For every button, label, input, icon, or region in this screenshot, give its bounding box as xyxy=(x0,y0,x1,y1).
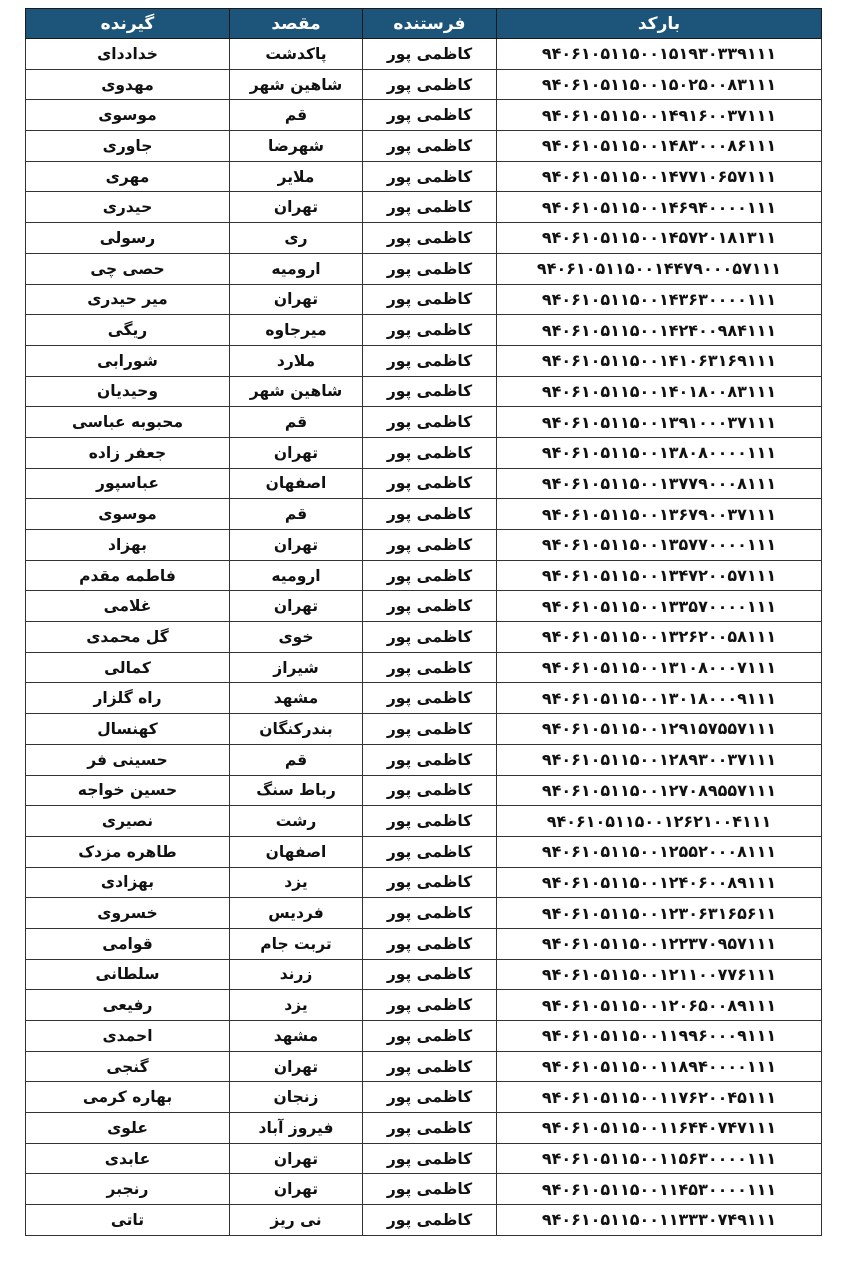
recipient-cell: گل محمدی xyxy=(26,622,230,653)
header-row xyxy=(26,9,822,39)
table-row xyxy=(26,284,822,315)
barcode-cell: ۹۴۰۶۱۰۵۱۱۵۰۰۱۳۸۰۸۰۰۰۰۱۱۱ xyxy=(497,437,822,468)
barcode-cell: ۹۴۰۶۱۰۵۱۱۵۰۰۱۱۳۳۳۰۷۴۹۱۱۱ xyxy=(497,1205,822,1236)
header-destination: مقصد xyxy=(230,9,363,39)
table-row xyxy=(26,530,822,561)
table-row xyxy=(26,1174,822,1205)
barcode-cell: ۹۴۰۶۱۰۵۱۱۵۰۰۱۴۵۷۲۰۱۸۱۳۱۱ xyxy=(497,223,822,254)
sender-cell: کاظمی پور xyxy=(363,591,497,622)
destination-cell: مشهد xyxy=(230,683,363,714)
table-row xyxy=(26,1082,822,1113)
sender-cell: کاظمی پور xyxy=(363,928,497,959)
table-row xyxy=(26,1051,822,1082)
destination-cell: شهرضا xyxy=(230,131,363,162)
destination-cell: میرجاوه xyxy=(230,315,363,346)
recipient-cell: بهزاد xyxy=(26,530,230,561)
sender-cell: کاظمی پور xyxy=(363,345,497,376)
table-row xyxy=(26,315,822,346)
sender-cell: کاظمی پور xyxy=(363,1113,497,1144)
table-row xyxy=(26,591,822,622)
recipient-cell: نصیری xyxy=(26,806,230,837)
recipient-cell: تاتی xyxy=(26,1205,230,1236)
recipient-cell: جاوری xyxy=(26,131,230,162)
destination-cell: زرند xyxy=(230,959,363,990)
sender-cell: کاظمی پور xyxy=(363,744,497,775)
table-row xyxy=(26,775,822,806)
table-row xyxy=(26,622,822,653)
table-row xyxy=(26,836,822,867)
recipient-cell: رسولی xyxy=(26,223,230,254)
destination-cell: ارومیه xyxy=(230,560,363,591)
barcode-cell: ۹۴۰۶۱۰۵۱۱۵۰۰۱۳۳۵۷۰۰۰۰۱۱۱ xyxy=(497,591,822,622)
table-row xyxy=(26,683,822,714)
recipient-cell: علوی xyxy=(26,1113,230,1144)
table-row xyxy=(26,253,822,284)
barcode-cell: ۹۴۰۶۱۰۵۱۱۵۰۰۱۴۲۴۰۰۹۸۴۱۱۱ xyxy=(497,315,822,346)
destination-cell: تهران xyxy=(230,284,363,315)
recipient-cell: عابدی xyxy=(26,1143,230,1174)
sender-cell: کاظمی پور xyxy=(363,499,497,530)
sender-cell: کاظمی پور xyxy=(363,1021,497,1052)
sender-cell: کاظمی پور xyxy=(363,530,497,561)
header-barcode: بارکد xyxy=(497,9,822,39)
destination-cell: ملارد xyxy=(230,345,363,376)
destination-cell: قم xyxy=(230,499,363,530)
barcode-cell: ۹۴۰۶۱۰۵۱۱۵۰۰۱۲۷۰۸۹۵۵۷۱۱۱ xyxy=(497,775,822,806)
sender-cell: کاظمی پور xyxy=(363,714,497,745)
shipment-sheet xyxy=(25,8,821,1236)
barcode-cell: ۹۴۰۶۱۰۵۱۱۵۰۰۱۲۳۰۶۳۱۶۵۶۱۱ xyxy=(497,898,822,929)
barcode-cell: ۹۴۰۶۱۰۵۱۱۵۰۰۱۱۵۶۳۰۰۰۰۱۱۱ xyxy=(497,1143,822,1174)
sender-cell: کاظمی پور xyxy=(363,990,497,1021)
barcode-cell: ۹۴۰۶۱۰۵۱۱۵۰۰۱۴۴۷۹۰۰۰۵۷۱۱۱ xyxy=(497,253,822,284)
sender-cell: کاظمی پور xyxy=(363,1051,497,1082)
sender-cell: کاظمی پور xyxy=(363,1143,497,1174)
recipient-cell: طاهره مزدک xyxy=(26,836,230,867)
barcode-cell: ۹۴۰۶۱۰۵۱۱۵۰۰۱۱۸۹۴۰۰۰۰۱۱۱ xyxy=(497,1051,822,1082)
recipient-cell: وحیدیان xyxy=(26,376,230,407)
recipient-cell: رنجبر xyxy=(26,1174,230,1205)
sender-cell: کاظمی پور xyxy=(363,468,497,499)
recipient-cell: گنجی xyxy=(26,1051,230,1082)
recipient-cell: خسروی xyxy=(26,898,230,929)
destination-cell: تهران xyxy=(230,591,363,622)
sender-cell: کاظمی پور xyxy=(363,1082,497,1113)
table-row xyxy=(26,714,822,745)
barcode-cell: ۹۴۰۶۱۰۵۱۱۵۰۰۱۱۴۵۳۰۰۰۰۱۱۱ xyxy=(497,1174,822,1205)
recipient-cell: عباسپور xyxy=(26,468,230,499)
destination-cell: تهران xyxy=(230,1174,363,1205)
destination-cell: رشت xyxy=(230,806,363,837)
table-row xyxy=(26,499,822,530)
recipient-cell: راه گلزار xyxy=(26,683,230,714)
sender-cell: کاظمی پور xyxy=(363,867,497,898)
destination-cell: پاکدشت xyxy=(230,39,363,70)
recipient-cell: حصی چی xyxy=(26,253,230,284)
destination-cell: تهران xyxy=(230,1051,363,1082)
recipient-cell: احمدی xyxy=(26,1021,230,1052)
sender-cell: کاظمی پور xyxy=(363,775,497,806)
destination-cell: قم xyxy=(230,744,363,775)
destination-cell: ملایر xyxy=(230,161,363,192)
destination-cell: ری xyxy=(230,223,363,254)
barcode-cell: ۹۴۰۶۱۰۵۱۱۵۰۰۱۲۸۹۳۰۰۳۷۱۱۱ xyxy=(497,744,822,775)
barcode-cell: ۹۴۰۶۱۰۵۱۱۵۰۰۱۳۱۰۸۰۰۰۷۱۱۱ xyxy=(497,652,822,683)
barcode-cell: ۹۴۰۶۱۰۵۱۱۵۰۰۱۱۷۶۲۰۰۴۵۱۱۱ xyxy=(497,1082,822,1113)
barcode-cell: ۹۴۰۶۱۰۵۱۱۵۰۰۱۳۵۷۷۰۰۰۰۱۱۱ xyxy=(497,530,822,561)
barcode-cell: ۹۴۰۶۱۰۵۱۱۵۰۰۱۳۲۶۲۰۰۵۸۱۱۱ xyxy=(497,622,822,653)
recipient-cell: رفیعی xyxy=(26,990,230,1021)
table-row xyxy=(26,1143,822,1174)
sender-cell: کاظمی پور xyxy=(363,223,497,254)
destination-cell: زنجان xyxy=(230,1082,363,1113)
recipient-cell: میر حیدری xyxy=(26,284,230,315)
destination-cell: تربت جام xyxy=(230,928,363,959)
barcode-cell: ۹۴۰۶۱۰۵۱۱۵۰۰۱۲۶۲۱۰۰۴۱۱۱ xyxy=(497,806,822,837)
table-row xyxy=(26,806,822,837)
recipient-cell: فاطمه مقدم xyxy=(26,560,230,591)
destination-cell: یزد xyxy=(230,867,363,898)
table-row xyxy=(26,560,822,591)
sender-cell: کاظمی پور xyxy=(363,622,497,653)
table-row xyxy=(26,990,822,1021)
sender-cell: کاظمی پور xyxy=(363,1174,497,1205)
recipient-cell: شورابی xyxy=(26,345,230,376)
sender-cell: کاظمی پور xyxy=(363,806,497,837)
barcode-cell: ۹۴۰۶۱۰۵۱۱۵۰۰۱۴۱۰۶۳۱۶۹۱۱۱ xyxy=(497,345,822,376)
table-row xyxy=(26,437,822,468)
shipment-table xyxy=(25,8,822,1236)
table-row xyxy=(26,223,822,254)
sender-cell: کاظمی پور xyxy=(363,898,497,929)
destination-cell: یزد xyxy=(230,990,363,1021)
table-row xyxy=(26,69,822,100)
sender-cell: کاظمی پور xyxy=(363,683,497,714)
recipient-cell: محبوبه عباسی xyxy=(26,407,230,438)
table-row xyxy=(26,959,822,990)
barcode-cell: ۹۴۰۶۱۰۵۱۱۵۰۰۱۴۶۹۴۰۰۰۰۱۱۱ xyxy=(497,192,822,223)
table-row xyxy=(26,161,822,192)
table-row xyxy=(26,652,822,683)
table-row xyxy=(26,468,822,499)
barcode-cell: ۹۴۰۶۱۰۵۱۱۵۰۰۱۳۴۷۲۰۰۵۷۱۱۱ xyxy=(497,560,822,591)
barcode-cell: ۹۴۰۶۱۰۵۱۱۵۰۰۱۲۲۳۷۰۹۵۷۱۱۱ xyxy=(497,928,822,959)
recipient-cell: سلطانی xyxy=(26,959,230,990)
sender-cell: کاظمی پور xyxy=(363,39,497,70)
barcode-cell: ۹۴۰۶۱۰۵۱۱۵۰۰۱۱۶۴۴۰۷۴۷۱۱۱ xyxy=(497,1113,822,1144)
destination-cell: شیراز xyxy=(230,652,363,683)
barcode-cell: ۹۴۰۶۱۰۵۱۱۵۰۰۱۱۹۹۶۰۰۰۹۱۱۱ xyxy=(497,1021,822,1052)
barcode-cell: ۹۴۰۶۱۰۵۱۱۵۰۰۱۴۳۶۳۰۰۰۰۱۱۱ xyxy=(497,284,822,315)
recipient-cell: قوامی xyxy=(26,928,230,959)
sender-cell: کاظمی پور xyxy=(363,131,497,162)
recipient-cell: حیدری xyxy=(26,192,230,223)
recipient-cell: موسوی xyxy=(26,499,230,530)
destination-cell: قم xyxy=(230,407,363,438)
header-sender: فرستنده xyxy=(363,9,497,39)
table-row xyxy=(26,1113,822,1144)
table-row xyxy=(26,39,822,70)
sender-cell: کاظمی پور xyxy=(363,560,497,591)
recipient-cell: حسینی فر xyxy=(26,744,230,775)
header-recipient: گیرنده xyxy=(26,9,230,39)
recipient-cell: ریگی xyxy=(26,315,230,346)
destination-cell: تهران xyxy=(230,1143,363,1174)
table-row xyxy=(26,376,822,407)
destination-cell: ارومیه xyxy=(230,253,363,284)
recipient-cell: حسین خواجه xyxy=(26,775,230,806)
table-row xyxy=(26,1021,822,1052)
table-row xyxy=(26,898,822,929)
destination-cell: شاهین شهر xyxy=(230,376,363,407)
sender-cell: کاظمی پور xyxy=(363,253,497,284)
destination-cell: تهران xyxy=(230,530,363,561)
destination-cell: قم xyxy=(230,100,363,131)
barcode-cell: ۹۴۰۶۱۰۵۱۱۵۰۰۱۴۰۱۸۰۰۸۳۱۱۱ xyxy=(497,376,822,407)
table-row xyxy=(26,928,822,959)
sender-cell: کاظمی پور xyxy=(363,407,497,438)
destination-cell: نی ریز xyxy=(230,1205,363,1236)
destination-cell: خوی xyxy=(230,622,363,653)
sender-cell: کاظمی پور xyxy=(363,161,497,192)
barcode-cell: ۹۴۰۶۱۰۵۱۱۵۰۰۱۲۱۱۰۰۷۷۶۱۱۱ xyxy=(497,959,822,990)
barcode-cell: ۹۴۰۶۱۰۵۱۱۵۰۰۱۵۰۲۵۰۰۸۳۱۱۱ xyxy=(497,69,822,100)
table-row xyxy=(26,100,822,131)
recipient-cell: مهری xyxy=(26,161,230,192)
destination-cell: تهران xyxy=(230,437,363,468)
destination-cell: مشهد xyxy=(230,1021,363,1052)
table-row xyxy=(26,192,822,223)
recipient-cell: کمالی xyxy=(26,652,230,683)
sender-cell: کاظمی پور xyxy=(363,652,497,683)
barcode-cell: ۹۴۰۶۱۰۵۱۱۵۰۰۱۵۱۹۳۰۳۳۹۱۱۱ xyxy=(497,39,822,70)
sender-cell: کاظمی پور xyxy=(363,1205,497,1236)
table-row xyxy=(26,744,822,775)
recipient-cell: مهدوی xyxy=(26,69,230,100)
recipient-cell: کهنسال xyxy=(26,714,230,745)
destination-cell: اصفهان xyxy=(230,836,363,867)
recipient-cell: جعفر زاده xyxy=(26,437,230,468)
recipient-cell: غلامی xyxy=(26,591,230,622)
destination-cell: فردیس xyxy=(230,898,363,929)
recipient-cell: بهاره کرمی xyxy=(26,1082,230,1113)
table-row xyxy=(26,407,822,438)
destination-cell: تهران xyxy=(230,192,363,223)
barcode-cell: ۹۴۰۶۱۰۵۱۱۵۰۰۱۴۹۱۶۰۰۳۷۱۱۱ xyxy=(497,100,822,131)
destination-cell: بندرکنگان xyxy=(230,714,363,745)
barcode-cell: ۹۴۰۶۱۰۵۱۱۵۰۰۱۳۹۱۰۰۰۳۷۱۱۱ xyxy=(497,407,822,438)
barcode-cell: ۹۴۰۶۱۰۵۱۱۵۰۰۱۲۴۰۶۰۰۸۹۱۱۱ xyxy=(497,867,822,898)
barcode-cell: ۹۴۰۶۱۰۵۱۱۵۰۰۱۳۰۱۸۰۰۰۹۱۱۱ xyxy=(497,683,822,714)
barcode-cell: ۹۴۰۶۱۰۵۱۱۵۰۰۱۳۷۷۹۰۰۰۸۱۱۱ xyxy=(497,468,822,499)
barcode-cell: ۹۴۰۶۱۰۵۱۱۵۰۰۱۲۰۶۵۰۰۸۹۱۱۱ xyxy=(497,990,822,1021)
barcode-cell: ۹۴۰۶۱۰۵۱۱۵۰۰۱۴۷۷۱۰۶۵۷۱۱۱ xyxy=(497,161,822,192)
barcode-cell: ۹۴۰۶۱۰۵۱۱۵۰۰۱۳۶۷۹۰۰۳۷۱۱۱ xyxy=(497,499,822,530)
recipient-cell: بهزادی xyxy=(26,867,230,898)
destination-cell: اصفهان xyxy=(230,468,363,499)
destination-cell: رباط سنگ xyxy=(230,775,363,806)
sender-cell: کاظمی پور xyxy=(363,376,497,407)
destination-cell: فیروز آباد xyxy=(230,1113,363,1144)
sender-cell: کاظمی پور xyxy=(363,437,497,468)
recipient-cell: خداددای xyxy=(26,39,230,70)
sender-cell: کاظمی پور xyxy=(363,192,497,223)
barcode-cell: ۹۴۰۶۱۰۵۱۱۵۰۰۱۲۵۵۲۰۰۰۸۱۱۱ xyxy=(497,836,822,867)
sender-cell: کاظمی پور xyxy=(363,100,497,131)
destination-cell: شاهین شهر xyxy=(230,69,363,100)
sender-cell: کاظمی پور xyxy=(363,315,497,346)
table-row xyxy=(26,345,822,376)
sender-cell: کاظمی پور xyxy=(363,959,497,990)
barcode-cell: ۹۴۰۶۱۰۵۱۱۵۰۰۱۲۹۱۵۷۵۵۷۱۱۱ xyxy=(497,714,822,745)
sender-cell: کاظمی پور xyxy=(363,836,497,867)
sender-cell: کاظمی پور xyxy=(363,69,497,100)
table-row xyxy=(26,1205,822,1236)
table-row xyxy=(26,131,822,162)
recipient-cell: موسوی xyxy=(26,100,230,131)
sender-cell: کاظمی پور xyxy=(363,284,497,315)
barcode-cell: ۹۴۰۶۱۰۵۱۱۵۰۰۱۴۸۳۰۰۰۸۶۱۱۱ xyxy=(497,131,822,162)
table-row xyxy=(26,867,822,898)
